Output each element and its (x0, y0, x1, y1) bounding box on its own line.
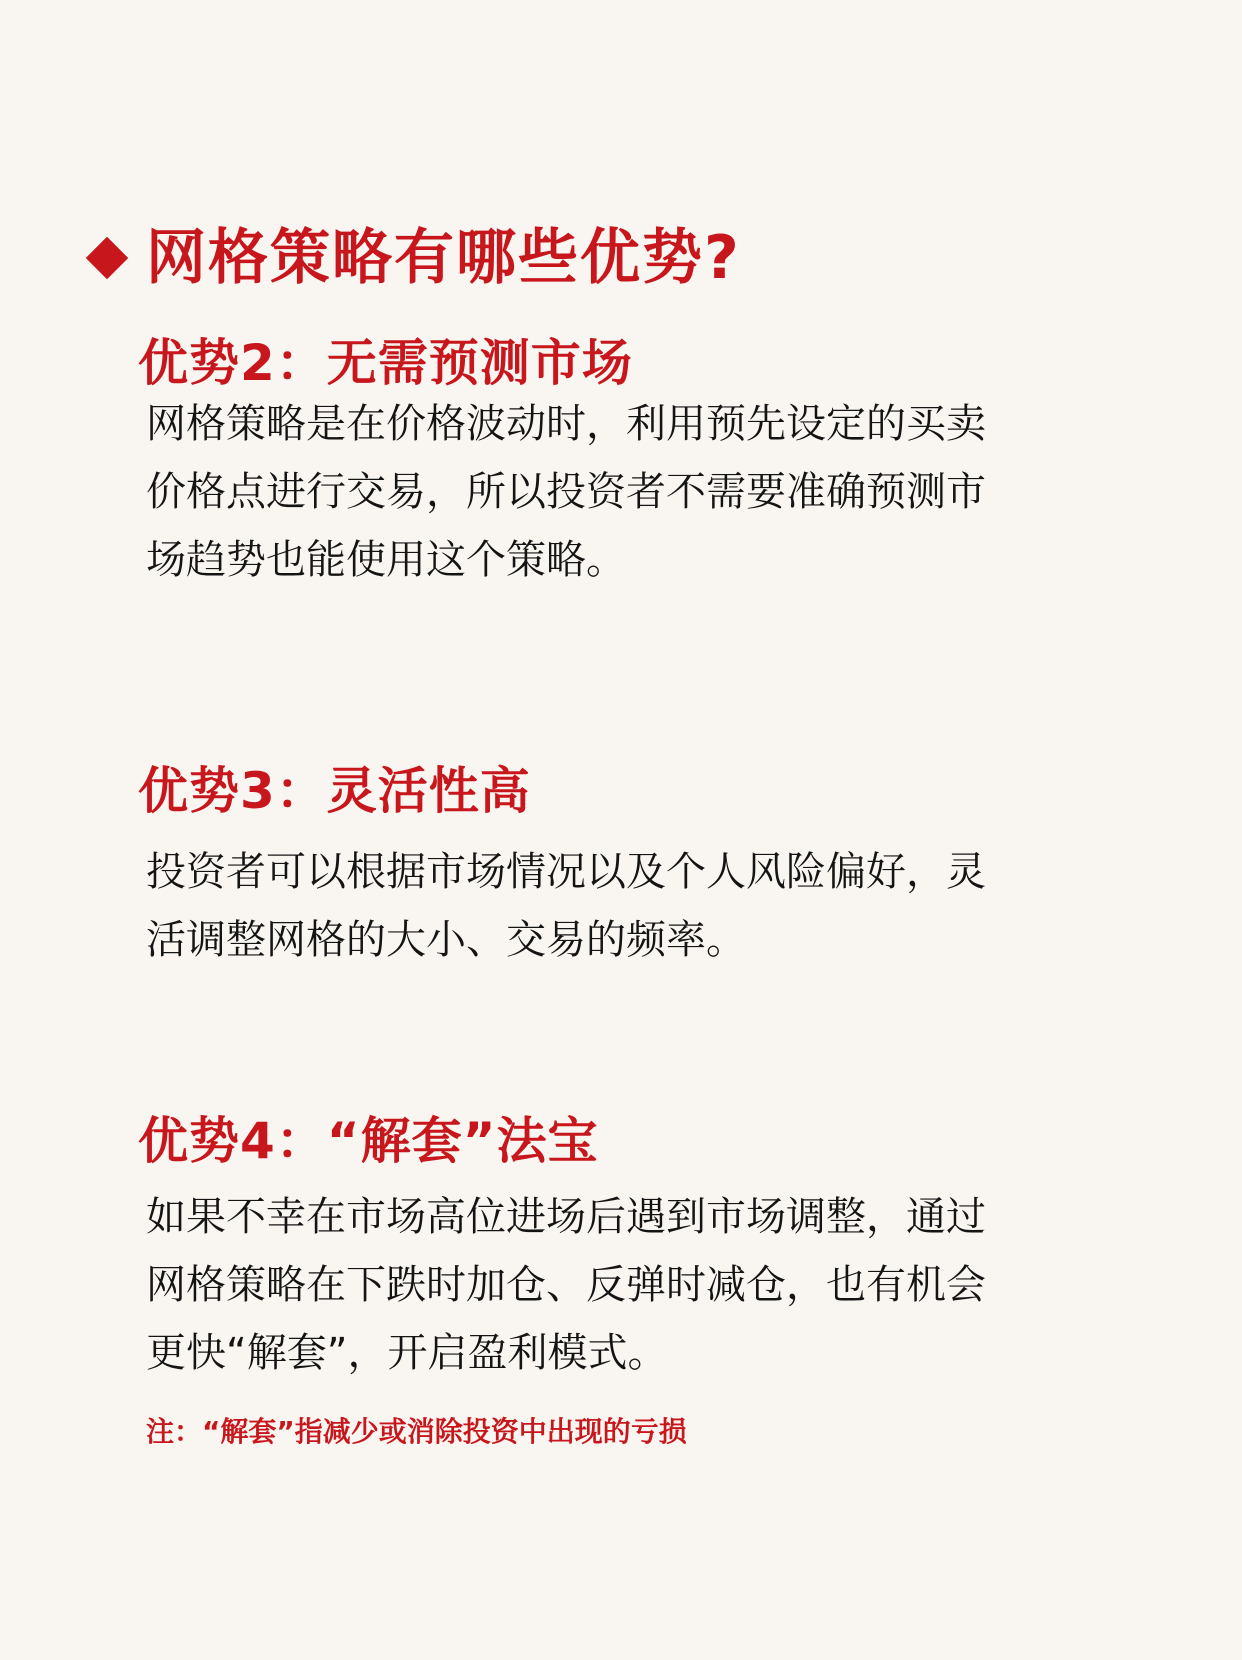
section-body-advantage-2 (146, 390, 1116, 594)
section-body-advantage-4 (146, 1183, 1116, 1387)
section-heading-advantage-4: 优势4：“解套”法宝 (138, 1112, 599, 1170)
section-body-advantage-3 (146, 838, 1116, 974)
body-line: 场趋势也能使用这个策略。 (146, 537, 626, 583)
footnote: 注：“解套”指减少或消除投资中出现的亏损 (146, 1415, 687, 1448)
body-line: 活调整网格的大小、交易的频率。 (146, 917, 746, 963)
body-line: 如果不幸在市场高位进场后遇到市场调整，通过 (146, 1194, 986, 1240)
page-title-row (92, 218, 741, 298)
body-line: 投资者可以根据市场情况以及个人风险偏好，灵 (146, 849, 986, 895)
body-line: 价格点进行交易，所以投资者不需要准确预测市 (146, 469, 986, 515)
body-line: 网格策略是在价格波动时，利用预先设定的买卖 (146, 401, 986, 447)
section-heading-advantage-2: 优势2：无需预测市场 (138, 334, 633, 392)
body-line: 网格策略在下跌时加仓、反弹时减仓，也有机会 (146, 1262, 986, 1308)
section-heading-advantage-3: 优势3：灵活性高 (138, 762, 531, 820)
body-line: 更快“解套”，开启盈利模式。 (146, 1330, 668, 1376)
page-title: 网格策略有哪些优势? (146, 223, 741, 293)
diamond-icon (86, 237, 128, 279)
